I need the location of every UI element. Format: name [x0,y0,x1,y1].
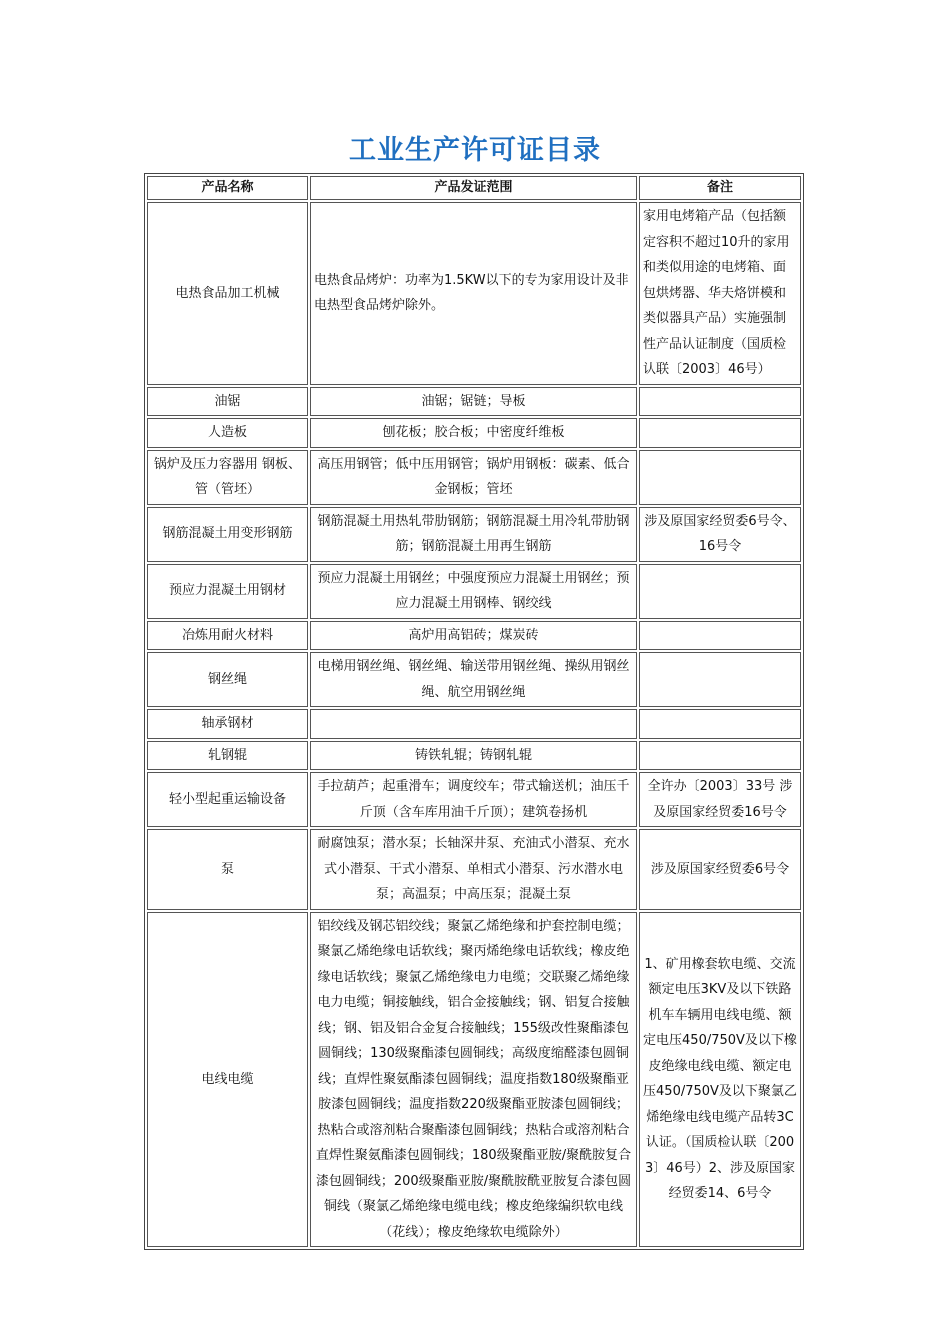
product-name-cell: 电线电缆 [147,912,308,1248]
remarks-cell: 全许办〔2003〕33号 涉及原国家经贸委16号令 [639,772,801,827]
table-header-row [147,176,801,200]
page-title: 工业生产许可证目录 [349,135,601,166]
table-row [147,564,801,619]
license-scope-cell: 铝绞线及钢芯铝绞线；聚氯乙烯绝缘和护套控制电缆；聚氯乙烯绝缘电话软线；聚丙烯绝缘电话软线；橡皮绝缘电话软线；聚氯乙烯绝缘电力电缆；交联聚乙烯绝缘电力电缆；铜接触线，铝合金接触线；钢、铝复合接触线；钢、铝及铝合金复合接触线；155级改性聚酯漆包圆铜线；130级聚酯漆包圆铜线；高级度缩醛漆包圆铜线；直焊性聚氨酯漆包圆铜线；温度指数180级聚酯亚胺漆包圆铜线；温度指数220级聚酯亚胺漆包圆铜线；热粘合或溶剂粘合聚酯漆包圆铜线；热粘合或溶剂粘合直焊性聚氨酯漆包圆铜线；180级聚酯亚胺/聚酰胺复合漆包圆铜线；200级聚酯亚胺/聚酰胺酰亚胺复合漆包圆铜线（聚氯乙烯绝缘电缆电线；橡皮绝缘编织软电线（花线）；橡皮绝缘软电缆除外） [310,912,637,1248]
license-scope-cell: 油锯；锯链；导板 [310,387,637,417]
license-scope-cell: 高炉用高铝砖；煤炭砖 [310,621,637,651]
table-row [147,772,801,827]
table-row [147,709,801,739]
remarks-cell [639,450,801,505]
header-product-name: 产品名称 [147,176,308,200]
product-name-cell: 泵 [147,829,308,910]
product-name-cell: 人造板 [147,418,308,448]
license-table [144,173,804,1250]
header-license-scope: 产品发证范围 [310,176,637,200]
remarks-cell [639,652,801,707]
product-name-cell: 冶炼用耐火材料 [147,621,308,651]
product-name-cell: 电热食品加工机械 [147,202,308,385]
remarks-cell: 涉及原国家经贸委6号令 [639,829,801,910]
remarks-cell [639,564,801,619]
table-row [147,912,801,1248]
table-row [147,450,801,505]
remarks-cell [639,418,801,448]
product-name-cell: 锅炉及压力容器用 钢板、管（管坯） [147,450,308,505]
table-row [147,829,801,910]
table-row [147,507,801,562]
header-remarks: 备注 [639,176,801,200]
product-name-cell: 轧钢辊 [147,741,308,771]
product-name-cell: 轻小型起重运输设备 [147,772,308,827]
table-row [147,387,801,417]
license-scope-cell: 耐腐蚀泵；潜水泵；长轴深井泵、充油式小潜泵、充水式小潜泵、干式小潜泵、单相式小潜泵、污水潜水电泵；高温泵；中高压泵；混凝土泵 [310,829,637,910]
remarks-cell: 1、矿用橡套软电缆、交流额定电压3KV及以下铁路机车车辆用电线电缆、额定电压450/750V及以下橡皮绝缘电线电缆、额定电压450/750V及以下聚氯乙烯绝缘电线电缆产品转3C认证。（国质检认联〔2003〕46号）2、涉及原国家经贸委14、6号令 [639,912,801,1248]
license-scope-cell: 预应力混凝土用钢丝；中强度预应力混凝土用钢丝；预应力混凝土用钢棒、钢绞线 [310,564,637,619]
product-name-cell: 钢筋混凝土用变形钢筋 [147,507,308,562]
product-name-cell: 钢丝绳 [147,652,308,707]
table-row [147,652,801,707]
license-scope-cell: 电梯用钢丝绳、钢丝绳、输送带用钢丝绳、操纵用钢丝绳、航空用钢丝绳 [310,652,637,707]
license-scope-cell [310,709,637,739]
product-name-cell: 轴承钢材 [147,709,308,739]
license-scope-cell: 铸铁轧辊；铸钢轧辊 [310,741,637,771]
table-row [147,621,801,651]
remarks-cell [639,709,801,739]
license-scope-cell: 钢筋混凝土用热轧带肋钢筋；钢筋混凝土用冷轧带肋钢筋；钢筋混凝土用再生钢筋 [310,507,637,562]
table-row [147,741,801,771]
remarks-cell: 家用电烤箱产品（包括额定容积不超过10升的家用和类似用途的电烤箱、面包烘烤器、华夫烙饼模和类似器具产品）实施强制性产品认证制度（国质检认联〔2003〕46号） [639,202,801,385]
product-name-cell: 预应力混凝土用钢材 [147,564,308,619]
license-scope-cell: 高压用钢管；低中压用钢管；锅炉用钢板：碳素、低合金钢板；管坯 [310,450,637,505]
remarks-cell [639,621,801,651]
license-scope-cell: 刨花板；胶合板；中密度纤维板 [310,418,637,448]
table-row [147,418,801,448]
remarks-cell [639,387,801,417]
license-scope-cell: 电热食品烤炉：功率为1.5KW以下的专为家用设计及非电热型食品烤炉除外。 [310,202,637,385]
product-name-cell: 油锯 [147,387,308,417]
table-row [147,202,801,385]
license-scope-cell: 手拉葫芦；起重滑车；调度绞车；带式输送机；油压千斤顶（含车库用油千斤顶）；建筑卷扬机 [310,772,637,827]
remarks-cell [639,741,801,771]
remarks-cell: 涉及原国家经贸委6号令、16号令 [639,507,801,562]
